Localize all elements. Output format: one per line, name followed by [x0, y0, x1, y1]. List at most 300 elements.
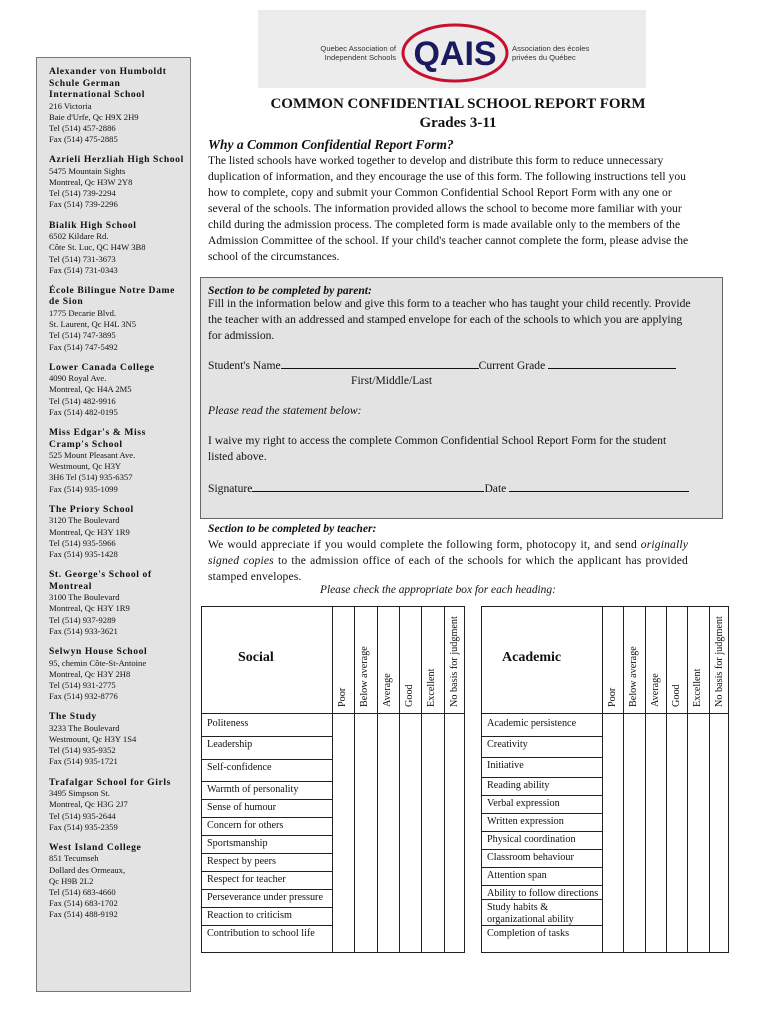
rating-column-header: Excellent	[426, 668, 438, 707]
rating-row-label: Physical coordination	[487, 834, 576, 845]
rating-checkbox[interactable]	[333, 835, 354, 853]
rating-checkbox[interactable]	[603, 885, 623, 899]
rating-checkbox[interactable]	[710, 757, 730, 777]
rating-checkbox[interactable]	[333, 925, 354, 954]
row-divider	[202, 781, 332, 782]
row-divider	[482, 795, 602, 796]
school-entry	[49, 362, 186, 418]
rating-checkbox[interactable]	[445, 907, 466, 925]
school-contact-line: St. Laurent, Qc H4L 3N5	[49, 319, 137, 330]
logo-french-name: Association des écoles privées du Québec	[512, 44, 590, 62]
rating-checkbox[interactable]	[646, 885, 666, 899]
rating-row-label: Academic persistence	[487, 718, 577, 729]
school-entry	[49, 66, 186, 145]
school-contact-line: Fax (514) 683-1702	[49, 898, 118, 909]
rating-checkbox[interactable]	[624, 736, 644, 757]
rating-column-header: Good	[670, 684, 682, 707]
social-table-title: Social	[238, 650, 274, 665]
rating-checkbox[interactable]	[646, 715, 666, 736]
rating-checkbox[interactable]	[355, 853, 376, 871]
rating-checkbox[interactable]	[445, 736, 466, 759]
rating-checkbox[interactable]	[688, 777, 708, 795]
rating-checkbox[interactable]	[624, 867, 644, 885]
rating-checkbox[interactable]	[378, 715, 399, 736]
rating-checkbox[interactable]	[710, 867, 730, 885]
school-name: Azrieli Herzliah High School	[49, 154, 184, 166]
rating-row-label: Reading ability	[487, 780, 550, 791]
rating-column-header: Below average	[359, 646, 371, 707]
rating-checkbox[interactable]	[710, 885, 730, 899]
school-contact-line: Tel (514) 683-4660	[49, 887, 116, 898]
teacher-section-heading: Section to be completed by teacher:	[208, 522, 377, 535]
rating-checkbox[interactable]	[333, 759, 354, 781]
rating-checkbox[interactable]	[445, 871, 466, 889]
school-contact-line: Fax (514) 935-1428	[49, 548, 118, 559]
school-contact-line: Montreal, Qc H3Y 1R9	[49, 603, 130, 614]
school-contact-line: Westmount, Qc H3Y	[49, 461, 122, 472]
school-contact-line: Qc H9B 2L2	[49, 875, 94, 886]
school-contact-line: Fax (514) 488-9192	[49, 909, 118, 920]
rating-checkbox[interactable]	[400, 759, 421, 781]
rating-checkbox[interactable]	[688, 757, 708, 777]
header-divider	[482, 713, 728, 714]
rating-row-label: Respect by peers	[207, 856, 277, 867]
school-contact-line: Fax (514) 932-8776	[49, 691, 118, 702]
rating-checkbox[interactable]	[667, 831, 687, 849]
school-contact-line: 1775 Decarie Blvd.	[49, 307, 117, 318]
rating-checkbox[interactable]	[667, 867, 687, 885]
school-name: Bialik High School	[49, 219, 137, 231]
rating-checkbox[interactable]	[333, 736, 354, 759]
school-name: Miss Edgar's & Miss	[49, 427, 146, 439]
rating-checkbox[interactable]	[624, 849, 644, 867]
rating-checkbox[interactable]	[355, 799, 376, 817]
school-contact-line: Montreal, Qc H4A 2M5	[49, 384, 132, 395]
rating-checkbox[interactable]	[688, 899, 708, 925]
rating-checkbox[interactable]	[400, 853, 421, 871]
rating-checkbox[interactable]	[667, 849, 687, 867]
rating-row-label: Respect for teacher	[207, 874, 286, 885]
school-contact-line: Montreal, Qc H3G 2J7	[49, 799, 128, 810]
rating-checkbox[interactable]	[378, 853, 399, 871]
qais-logo-mark	[400, 22, 510, 84]
rating-checkbox[interactable]	[378, 799, 399, 817]
rating-checkbox[interactable]	[646, 867, 666, 885]
rating-checkbox[interactable]	[333, 781, 354, 799]
rating-checkbox[interactable]	[355, 817, 376, 835]
rating-checkbox[interactable]	[667, 925, 687, 954]
rating-checkbox[interactable]	[646, 757, 666, 777]
rating-column-header: Good	[403, 684, 415, 707]
rating-checkbox[interactable]	[624, 899, 644, 925]
school-name: École Bilingue Notre Dame	[49, 284, 175, 296]
rating-checkbox[interactable]	[355, 715, 376, 736]
rating-row-label: Contribution to school life	[207, 928, 315, 939]
rating-checkbox[interactable]	[646, 849, 666, 867]
school-entry	[49, 504, 186, 560]
rating-checkbox[interactable]	[603, 899, 623, 925]
school-contact-line: 525 Mount Pleasant Ave.	[49, 450, 136, 461]
rating-checkbox[interactable]	[400, 907, 421, 925]
rating-checkbox[interactable]	[646, 795, 666, 813]
rating-column-header: No basis for judgment	[448, 616, 460, 707]
rating-checkbox[interactable]	[422, 736, 443, 759]
rating-checkbox[interactable]	[422, 907, 443, 925]
school-contact-line: Fax (514) 935-1721	[49, 756, 118, 767]
school-name: The Study	[49, 711, 97, 723]
school-contact-line: Dollard des Ormeaux,	[49, 864, 126, 875]
rating-checkbox[interactable]	[646, 777, 666, 795]
social-rating-table	[201, 606, 465, 953]
rating-row-label: Completion of tasks	[487, 928, 570, 939]
school-name: Schule German	[49, 77, 121, 89]
rating-checkbox[interactable]	[445, 853, 466, 871]
school-contact-line: 3120 The Boulevard	[49, 515, 120, 526]
row-divider	[482, 757, 602, 758]
rating-checkbox[interactable]	[603, 795, 623, 813]
rating-checkbox[interactable]	[445, 817, 466, 835]
rating-checkbox[interactable]	[603, 925, 623, 954]
rating-column-header: Average	[381, 673, 393, 707]
school-contact-line: Fax (514) 933-3621	[49, 625, 118, 636]
rating-row-label: Sense of humour	[207, 802, 277, 813]
rating-checkbox[interactable]	[688, 736, 708, 757]
school-entry	[49, 777, 186, 833]
student-name-label: Student's Name	[208, 359, 281, 372]
intro-heading: Why a Common Confidential Report Form?	[208, 137, 454, 152]
date-label: Date	[484, 482, 507, 495]
rating-checkbox[interactable]	[624, 777, 644, 795]
rating-row-label: Written expression	[487, 816, 564, 827]
school-name: St. George's School of	[49, 569, 152, 581]
rating-checkbox[interactable]	[667, 757, 687, 777]
rating-checkbox[interactable]	[355, 781, 376, 799]
rating-checkbox[interactable]	[603, 757, 623, 777]
rating-checkbox[interactable]	[333, 871, 354, 889]
rating-checkbox[interactable]	[624, 831, 644, 849]
read-statement-label: Please read the statement below:	[208, 404, 362, 417]
rating-row-label: Leadership	[207, 739, 253, 750]
row-divider	[202, 835, 332, 836]
row-divider	[202, 736, 332, 737]
school-entry	[49, 154, 186, 210]
name-format-hint: First/Middle/Last	[351, 374, 433, 387]
rating-checkbox[interactable]	[355, 736, 376, 759]
rating-checkbox[interactable]	[624, 925, 644, 954]
rating-checkbox[interactable]	[378, 835, 399, 853]
school-entry	[49, 842, 186, 921]
rating-checkbox[interactable]	[710, 899, 730, 925]
parent-instructions: Fill in the information below and give this form to a teacher who has taught your child recently. Provide the teacher with an addressed and stamped envelope for each of the schools to which you are applying for admission.	[208, 297, 691, 342]
rating-checkbox[interactable]	[646, 736, 666, 757]
waiver-statement: I waive my right to access the complete Common Confidential School Report Form for the student listed above.	[208, 434, 667, 463]
school-contact-line: 6502 Kildare Rd.	[49, 231, 109, 242]
rating-checkbox[interactable]	[646, 831, 666, 849]
rating-checkbox[interactable]	[624, 715, 644, 736]
rating-checkbox[interactable]	[603, 849, 623, 867]
school-contact-line: 5475 Mountain Sights	[49, 165, 126, 176]
school-contact-line: Fax (514) 935-1099	[49, 483, 118, 494]
rating-checkbox[interactable]	[445, 781, 466, 799]
page-title: COMMON CONFIDENTIAL SCHOOL REPORT FORM	[270, 96, 646, 112]
rating-checkbox[interactable]	[710, 795, 730, 813]
school-contact-line: Côte St. Luc, QC H4W 3B8	[49, 242, 146, 253]
row-divider	[202, 889, 332, 890]
rating-checkbox[interactable]	[378, 817, 399, 835]
date-field[interactable]	[509, 481, 689, 492]
school-list-sidebar	[36, 57, 191, 992]
rating-checkbox[interactable]	[422, 799, 443, 817]
rating-checkbox[interactable]	[400, 736, 421, 759]
rating-checkbox[interactable]	[624, 813, 644, 831]
school-contact-line: Tel (514) 747-3895	[49, 330, 116, 341]
rating-checkbox[interactable]	[378, 759, 399, 781]
rating-checkbox[interactable]	[355, 835, 376, 853]
rating-row-label: Self-confidence	[207, 762, 272, 773]
teacher-instructions: We would appreciate if you would complete the following form, photocopy it, and send originally signed copies to the admission office of each of the schools for which the applicant has provided stamped envelopes.	[208, 538, 688, 583]
rating-checkbox[interactable]	[688, 813, 708, 831]
school-contact-line: Tel (514) 935-9352	[49, 745, 116, 756]
signature-row	[208, 481, 689, 497]
rating-checkbox[interactable]	[422, 759, 443, 781]
rating-checkbox[interactable]	[646, 925, 666, 954]
rating-checkbox[interactable]	[667, 885, 687, 899]
rating-checkbox[interactable]	[445, 759, 466, 781]
rating-checkbox[interactable]	[400, 817, 421, 835]
rating-checkbox[interactable]	[400, 781, 421, 799]
rating-checkbox[interactable]	[422, 781, 443, 799]
row-divider	[482, 867, 602, 868]
qais-logo	[258, 10, 646, 88]
rating-checkbox[interactable]	[710, 813, 730, 831]
rating-checkbox[interactable]	[667, 813, 687, 831]
row-divider	[482, 885, 602, 886]
rating-checkbox[interactable]	[355, 759, 376, 781]
rating-row-label: Perseverance under pressure	[207, 892, 323, 903]
rating-checkbox[interactable]	[378, 736, 399, 759]
rating-checkbox[interactable]	[603, 867, 623, 885]
school-name: Alexander von Humboldt	[49, 66, 167, 77]
rating-checkbox[interactable]	[688, 885, 708, 899]
school-contact-line: 3233 The Boulevard	[49, 722, 120, 733]
school-entry	[49, 711, 186, 767]
school-contact-line: 95, chemin Côte-St-Antoine	[49, 657, 147, 668]
rating-checkbox[interactable]	[333, 889, 354, 907]
rating-checkbox[interactable]	[710, 849, 730, 867]
school-contact-line: Tel (514) 935-5966	[49, 537, 116, 548]
rating-checkbox[interactable]	[688, 925, 708, 954]
signature-field[interactable]	[252, 481, 484, 492]
rating-row-label: Initiative	[487, 760, 524, 771]
school-entry	[49, 220, 186, 276]
rating-column-header: Poor	[607, 687, 618, 707]
school-contact-line: 216 Victoria	[49, 100, 92, 111]
school-contact-line: Fax (514) 747-5492	[49, 341, 118, 352]
rating-checkbox[interactable]	[667, 795, 687, 813]
student-name-field[interactable]	[281, 358, 479, 369]
school-contact-line: 851 Tecumseh	[49, 853, 99, 864]
row-divider	[482, 899, 602, 900]
rating-checkbox[interactable]	[400, 889, 421, 907]
rating-checkbox[interactable]	[603, 777, 623, 795]
school-contact-line: Fax (514) 935-2359	[49, 821, 118, 832]
rating-checkbox[interactable]	[400, 715, 421, 736]
logo-acronym: QAIS	[413, 35, 497, 73]
row-divider	[202, 925, 332, 926]
current-grade-field[interactable]	[548, 358, 676, 369]
school-contact-line: Fax (514) 731-0343	[49, 264, 118, 275]
school-contact-line: Baie d'Urfe, Qc H9X 2H9	[49, 111, 139, 122]
row-divider	[482, 831, 602, 832]
intro-text: The listed schools have worked together to develop and distribute this form to reduce unnecessary duplication of information, and they encourage the use of this form. The following instructions tell you how to complete, copy and submit your Common Confidential School Report Form with any one or several of the schools. The information provided allows the school to become more familiar with your child during the admission process. The completed form is made available only to the members of the Admission Committee of the school. If your child's teacher cannot complete the form, please advise the school of the circumstances.	[208, 154, 689, 263]
rating-checkbox[interactable]	[400, 871, 421, 889]
current-grade-label: Current Grade	[478, 359, 546, 372]
rating-checkbox[interactable]	[422, 853, 443, 871]
rating-checkbox[interactable]	[688, 831, 708, 849]
signature-label: Signature	[208, 482, 253, 495]
rating-checkbox[interactable]	[445, 715, 466, 736]
rating-checkbox[interactable]	[624, 885, 644, 899]
rating-checkbox[interactable]	[422, 817, 443, 835]
school-contact-line: Westmount, Qc H3Y 1S4	[49, 734, 137, 745]
school-contact-line: Tel (514) 937-9289	[49, 614, 116, 625]
rating-checkbox[interactable]	[400, 925, 421, 954]
rating-checkbox[interactable]	[445, 835, 466, 853]
school-entry	[49, 646, 186, 702]
rating-checkbox[interactable]	[355, 871, 376, 889]
rating-checkbox[interactable]	[445, 925, 466, 954]
rating-checkbox[interactable]	[422, 715, 443, 736]
rating-checkbox[interactable]	[603, 831, 623, 849]
school-name: Trafalgar School for Girls	[49, 776, 171, 788]
rating-row-label: Reaction to criticism	[207, 910, 292, 921]
row-divider	[482, 849, 602, 850]
rating-checkbox[interactable]	[710, 831, 730, 849]
school-entry	[49, 569, 186, 637]
rating-column-header: Below average	[628, 646, 640, 707]
rating-column-header: Excellent	[692, 668, 704, 707]
academic-rating-table	[481, 606, 729, 953]
school-name: Montreal	[49, 580, 92, 592]
rating-checkbox[interactable]	[378, 871, 399, 889]
rating-column-header: Average	[649, 673, 661, 707]
rating-checkbox[interactable]	[378, 907, 399, 925]
rating-checkbox[interactable]	[646, 899, 666, 925]
row-divider	[482, 813, 602, 814]
school-contact-line: 3100 The Boulevard	[49, 592, 120, 603]
school-name: West Island College	[49, 841, 142, 853]
rating-checkbox[interactable]	[688, 795, 708, 813]
school-contact-line: Tel (514) 935-2644	[49, 810, 116, 821]
rating-checkbox[interactable]	[667, 715, 687, 736]
rating-row-label: Sportsmanship	[207, 838, 268, 849]
school-contact-line: 3H6 Tel (514) 935-6357	[49, 472, 133, 483]
rating-checkbox[interactable]	[646, 813, 666, 831]
rating-checkbox[interactable]	[688, 715, 708, 736]
rating-checkbox[interactable]	[355, 889, 376, 907]
rating-checkbox[interactable]	[422, 889, 443, 907]
school-contact-line: Montreal, Qc H3Y 2H8	[49, 668, 131, 679]
rating-checkbox[interactable]	[378, 781, 399, 799]
school-contact-line: Tel (514) 931-2775	[49, 679, 116, 690]
academic-table-title: Academic	[502, 650, 562, 665]
rating-checkbox[interactable]	[624, 795, 644, 813]
rating-checkbox[interactable]	[333, 817, 354, 835]
rating-column-header: Poor	[337, 687, 348, 707]
school-contact-line: Montreal, Qc H3W 2Y8	[49, 177, 133, 188]
logo-english-name: Quebec Association of Independent Schools	[320, 44, 396, 62]
rating-checkbox[interactable]	[355, 907, 376, 925]
rating-row-label: Classroom behaviour	[487, 852, 574, 863]
rating-checkbox[interactable]	[422, 835, 443, 853]
school-name: Cramp's School	[49, 438, 123, 450]
school-contact-line: Tel (514) 739-2294	[49, 188, 116, 199]
rating-checkbox[interactable]	[333, 799, 354, 817]
school-name: International School	[49, 89, 145, 100]
rating-checkbox[interactable]	[688, 867, 708, 885]
rating-checkbox[interactable]	[422, 871, 443, 889]
school-contact-line: Fax (514) 482-0195	[49, 406, 118, 417]
rating-checkbox[interactable]	[355, 925, 376, 954]
rating-checkbox[interactable]	[603, 715, 623, 736]
rating-checkbox[interactable]	[710, 736, 730, 757]
rating-checkbox[interactable]	[445, 799, 466, 817]
row-divider	[482, 736, 602, 737]
rating-checkbox[interactable]	[378, 925, 399, 954]
parent-section-heading: Section to be completed by parent:	[208, 284, 372, 297]
rating-checkbox[interactable]	[667, 899, 687, 925]
rating-checkbox[interactable]	[624, 757, 644, 777]
check-box-note: Please check the appropriate box for each heading:	[320, 584, 556, 596]
rating-checkbox[interactable]	[710, 777, 730, 795]
rating-checkbox[interactable]	[667, 777, 687, 795]
rating-checkbox[interactable]	[603, 736, 623, 757]
row-divider	[202, 799, 332, 800]
school-contact-line: Fax (514) 475-2885	[49, 134, 118, 145]
school-contact-line: Fax (514) 739-2296	[49, 199, 118, 210]
school-contact-line: Tel (514) 482-9916	[49, 395, 116, 406]
rating-checkbox[interactable]	[378, 889, 399, 907]
row-divider	[202, 817, 332, 818]
rating-checkbox[interactable]	[333, 715, 354, 736]
school-name: The Priory School	[49, 503, 134, 515]
school-contact-line: 4090 Royal Ave.	[49, 373, 107, 384]
rating-checkbox[interactable]	[400, 799, 421, 817]
school-contact-line: 3495 Simpson St.	[49, 788, 110, 799]
rating-row-label: Study habits & organizational ability	[487, 902, 574, 925]
rating-row-label: Concern for others	[207, 820, 284, 831]
rating-column-header: No basis for judgment	[713, 616, 725, 707]
rating-checkbox[interactable]	[710, 925, 730, 954]
rating-row-label: Warmth of personality	[207, 784, 299, 795]
rating-checkbox[interactable]	[710, 715, 730, 736]
rating-row-label: Creativity	[487, 739, 528, 750]
rating-checkbox[interactable]	[333, 853, 354, 871]
school-contact-line: Tel (514) 457-2886	[49, 122, 116, 133]
rating-row-label: Politeness	[207, 718, 249, 729]
rating-row-label: Ability to follow directions	[487, 888, 599, 899]
school-contact-line: Tel (514) 731-3673	[49, 253, 116, 264]
rating-checkbox[interactable]	[400, 835, 421, 853]
rating-checkbox[interactable]	[688, 849, 708, 867]
rating-checkbox[interactable]	[603, 813, 623, 831]
rating-checkbox[interactable]	[667, 736, 687, 757]
rating-checkbox[interactable]	[445, 889, 466, 907]
rating-checkbox[interactable]	[333, 907, 354, 925]
rating-checkbox[interactable]	[422, 925, 443, 954]
student-name-row	[208, 358, 676, 374]
rating-row-label: Attention span	[487, 870, 547, 881]
